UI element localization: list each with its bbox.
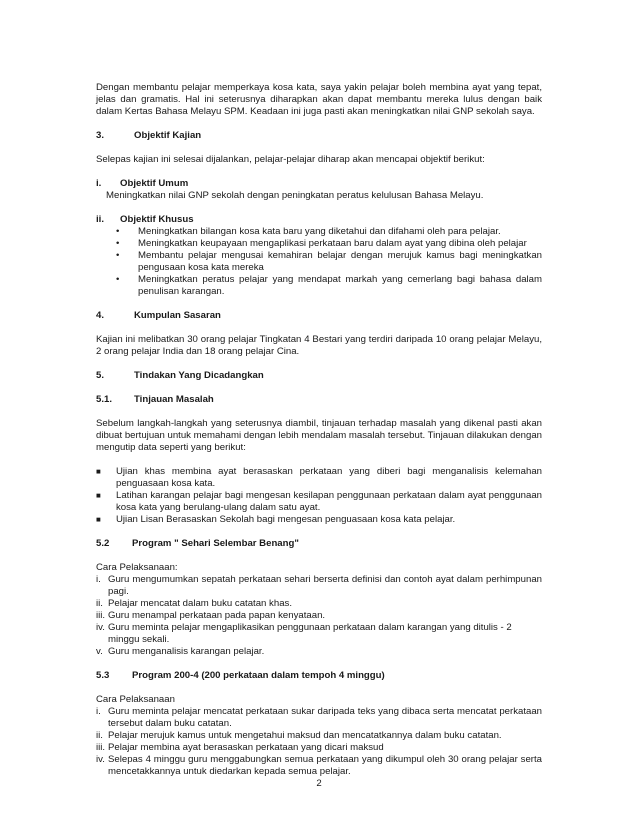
list-item: i. Guru meminta pelajar mencatat perkataan sukar daripada teks yang dibaca serta mencatat perkataan tersebut dalam buku catatan.	[96, 706, 542, 729]
square-bullet-icon: ■	[96, 491, 101, 500]
section-title: Objektif Kajian	[134, 130, 202, 141]
section-3-heading	[96, 130, 542, 142]
section-title: Tinjauan Masalah	[134, 394, 214, 405]
page-number: 2	[316, 778, 322, 789]
section-number: 4.	[96, 310, 105, 321]
list-item: iv. Guru meminta pelajar mengaplikasikan penggunaan perkataan dalam karangan yang ditulis - 2 minggu sekali.	[96, 622, 512, 645]
subsection-number: ii.	[96, 214, 104, 225]
section-number: 5.1.	[96, 394, 113, 405]
section-5-1-heading	[96, 394, 542, 406]
objective-lead: Selepas kajian ini selesai dijalankan, pelajar-pelajar diharap akan mencapai objektif berikut:	[96, 154, 485, 165]
page-content	[96, 82, 542, 778]
section-number: 5.3	[96, 670, 110, 681]
section-title: Tindakan Yang Dicadangkan	[134, 370, 264, 381]
objektif-umum-text: Meningkatkan nilai GNP sekolah dengan peningkatan peratus kelulusan Bahasa Melayu.	[106, 190, 484, 201]
list-item: ■ Ujian Lisan Berasaskan Sekolah bagi mengesan penguasaan kosa kata pelajar.	[96, 514, 456, 525]
bullet-icon: •	[116, 226, 120, 237]
section-title: Program " Sehari Selembar Benang"	[132, 538, 299, 549]
bullet-icon: •	[116, 250, 120, 261]
list-item: iii. Pelajar membina ayat berasaskan perkataan yang dicari maksud	[96, 742, 384, 753]
list-item: • Meningkatkan bilangan kosa kata baru yang diketahui dan difahami oleh para pelajar.	[96, 226, 542, 238]
method-lead: Cara Pelaksanaan:	[96, 562, 178, 573]
objektif-umum-heading	[96, 178, 542, 190]
section-5-heading	[96, 370, 542, 382]
section-title: Program 200-4 (200 perkataan dalam tempoh 4 minggu)	[132, 670, 385, 681]
list-item: ii. Pelajar merujuk kamus untuk mengetahui maksud dan mencatatkannya dalam buku catatan.	[96, 730, 502, 741]
section-5-3-heading	[96, 670, 542, 682]
list-item: v. Guru menganalisis karangan pelajar.	[96, 646, 265, 657]
list-item: i. Guru mengumumkan sepatah perkataan sehari berserta definisi dan contoh ayat dalam perhimpunan pagi.	[96, 574, 542, 597]
square-bullet-icon: ■	[96, 467, 101, 476]
list-item: iii. Guru menampal perkataan pada papan kenyataan.	[96, 610, 326, 621]
survey-paragraph: Sebelum langkah-langkah yang seterusnya diambil, tinjauan terhadap masalah yang dikenal pasti akan dibuat bertujuan untuk memahami dengan lebih mendalam masalah tersebut. Tinjauan dilakukan dengan mengutip data seperti yang berikut:	[96, 418, 542, 453]
method-lead: Cara Pelaksanaan	[96, 694, 175, 705]
intro-paragraph: Dengan membantu pelajar memperkaya kosa kata, saya yakin pelajar boleh membina ayat yang tepat, jelas dan gramatis. Hal ini seterusnya diharapkan akan dapat membantu mereka lulus dengan baik dalam Kertas Bahasa Melayu SPM. Keadaan ini juga pasti akan meningkatkan nilai GNP sekolah saya.	[96, 82, 542, 117]
section-5-2-heading	[96, 538, 542, 550]
subsection-title: Objektif Umum	[120, 178, 189, 189]
list-item: ii. Pelajar mencatat dalam buku catatan khas.	[96, 598, 292, 609]
list-item: ■ Ujian khas membina ayat berasaskan perkataan yang diberi bagi menganalisis kelemahan penguasaan kosa kata.	[96, 466, 542, 489]
list-item: • Meningkatkan keupayaan mengaplikasi perkataan baru dalam ayat yang dibina oleh pelajar	[96, 238, 542, 250]
bullet-icon: •	[116, 274, 120, 285]
list-item: • Meningkatkan peratus pelajar yang mendapat markah yang cemerlang bagi bahasa dalam penulisan karangan.	[96, 274, 542, 298]
square-bullet-icon: ■	[96, 515, 101, 524]
target-group-paragraph: Kajian ini melibatkan 30 orang pelajar Tingkatan 4 Bestari yang terdiri daripada 10 orang pelajar Melayu, 2 orang pelajar India dan 18 orang pelajar Cina.	[96, 334, 542, 357]
section-4-heading	[96, 310, 542, 322]
bullet-icon: •	[116, 238, 120, 249]
subsection-number: i.	[96, 178, 102, 189]
objektif-khusus-heading	[96, 214, 542, 226]
section-number: 5.2	[96, 538, 110, 549]
section-title: Kumpulan Sasaran	[134, 310, 221, 321]
section-number: 5.	[96, 370, 105, 381]
list-item: ■ Latihan karangan pelajar bagi mengesan kesilapan penggunaan perkataan dalam ayat penggunaan kosa kata yang berulang-ulang dalam satu ayat.	[96, 490, 542, 513]
subsection-title: Objektif Khusus	[120, 214, 194, 225]
list-item: • Membantu pelajar mengusai kemahiran belajar dengan merujuk kamus bagi meningkatkan pengusaan kosa kata mereka	[96, 250, 542, 274]
list-item: iv. Selepas 4 minggu guru menggabungkan semua perkataan yang dikumpul oleh 30 orang pelajar serta mencetakkannya untuk diedarkan kepada semua pelajar.	[96, 754, 542, 777]
section-number: 3.	[96, 130, 105, 141]
